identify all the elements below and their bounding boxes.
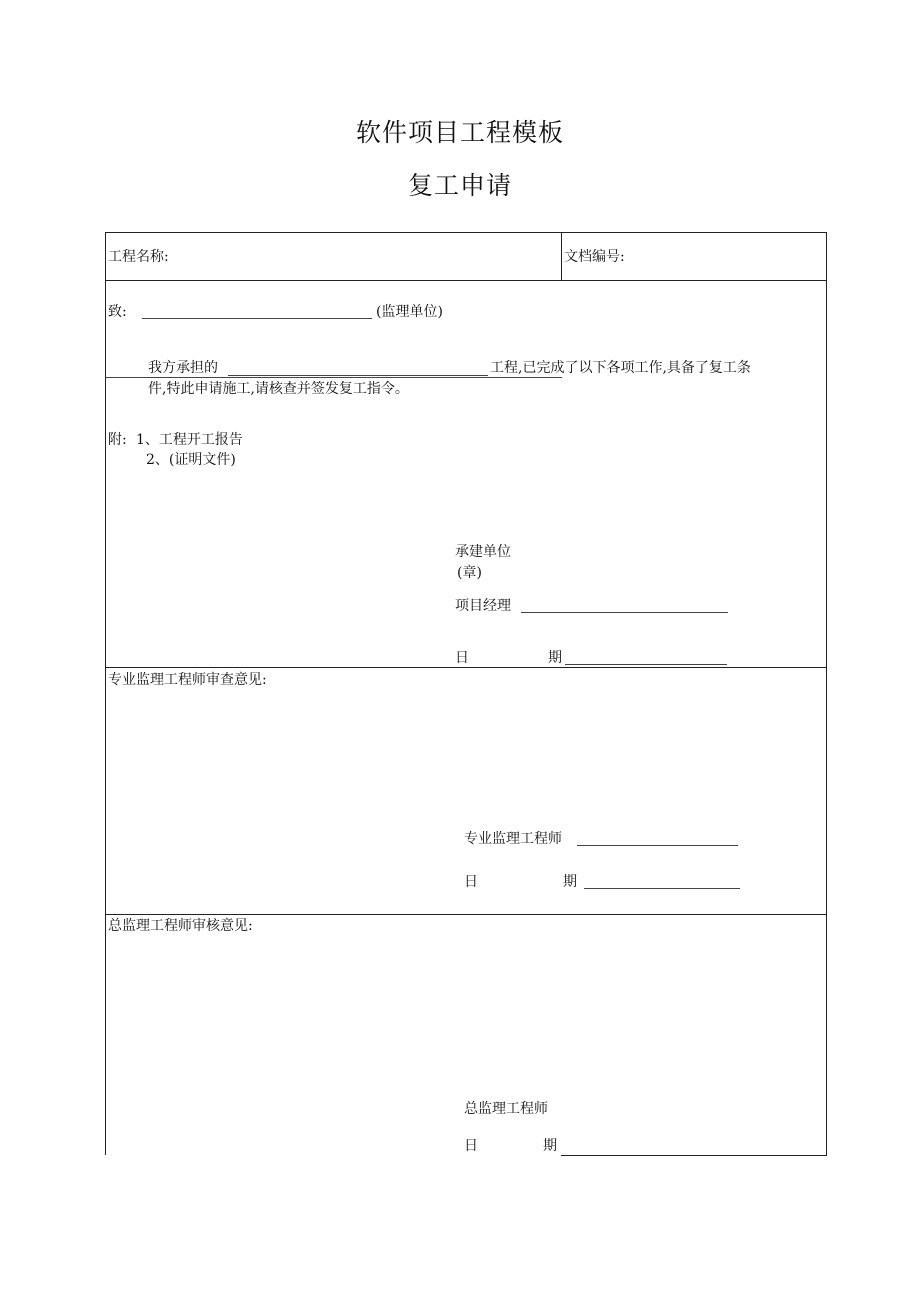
attachment-1: 1、工程开工报告 <box>136 432 243 448</box>
body-prefix: 我方承担的 <box>148 360 218 376</box>
body-underline <box>105 377 562 378</box>
project-name-field[interactable] <box>228 375 488 376</box>
document-title: 软件项目工程模板 <box>355 118 564 147</box>
chief-date-field[interactable] <box>561 1155 827 1156</box>
body-line1-suffix: 工程,已完成了以下各项工作,具备了复工条 <box>490 360 751 376</box>
date-label-day: 日 <box>455 650 469 666</box>
section-divider-1 <box>105 667 827 668</box>
project-manager-field[interactable] <box>521 612 728 613</box>
table-top-border <box>105 232 827 233</box>
project-manager-label: 项目经理 <box>455 598 511 614</box>
specialist-date-label-period: 期 <box>563 874 577 890</box>
section-divider-2 <box>105 914 827 915</box>
chief-review-heading: 总监理工程师审核意见: <box>108 918 253 934</box>
date-label-period: 期 <box>548 650 562 666</box>
chief-date-label-day: 日 <box>464 1138 478 1154</box>
supervisor-unit-field[interactable] <box>142 318 372 319</box>
table-right-border <box>826 232 827 1155</box>
specialist-review-heading: 专业监理工程师审查意见: <box>108 672 267 688</box>
document-number-label: 文档编号: <box>564 249 625 265</box>
seal-label: (章) <box>457 565 482 581</box>
project-name-label: 工程名称: <box>108 249 169 265</box>
body-line2: 件,特此申请施工,请核查并签发复工指令。 <box>148 381 409 397</box>
supervisor-unit-label: (监理单位) <box>376 304 443 320</box>
header-column-divider <box>561 232 562 280</box>
specialist-date-field[interactable] <box>584 888 740 889</box>
attachments-label: 附: <box>108 432 127 448</box>
chief-engineer-label: 总监理工程师 <box>464 1101 548 1117</box>
specialist-engineer-field[interactable] <box>577 845 738 846</box>
attachment-2: 2、(证明文件) <box>146 452 236 468</box>
contractor-unit-label: 承建单位 <box>455 544 511 560</box>
header-row-divider <box>105 280 827 281</box>
chief-date-label-period: 期 <box>543 1138 557 1154</box>
specialist-engineer-label: 专业监理工程师 <box>464 831 562 847</box>
table-left-border <box>105 232 106 1155</box>
addressee-label: 致: <box>108 304 127 320</box>
specialist-date-label-day: 日 <box>464 874 478 890</box>
application-date-field[interactable] <box>565 664 727 665</box>
form-title: 复工申请 <box>407 171 512 200</box>
